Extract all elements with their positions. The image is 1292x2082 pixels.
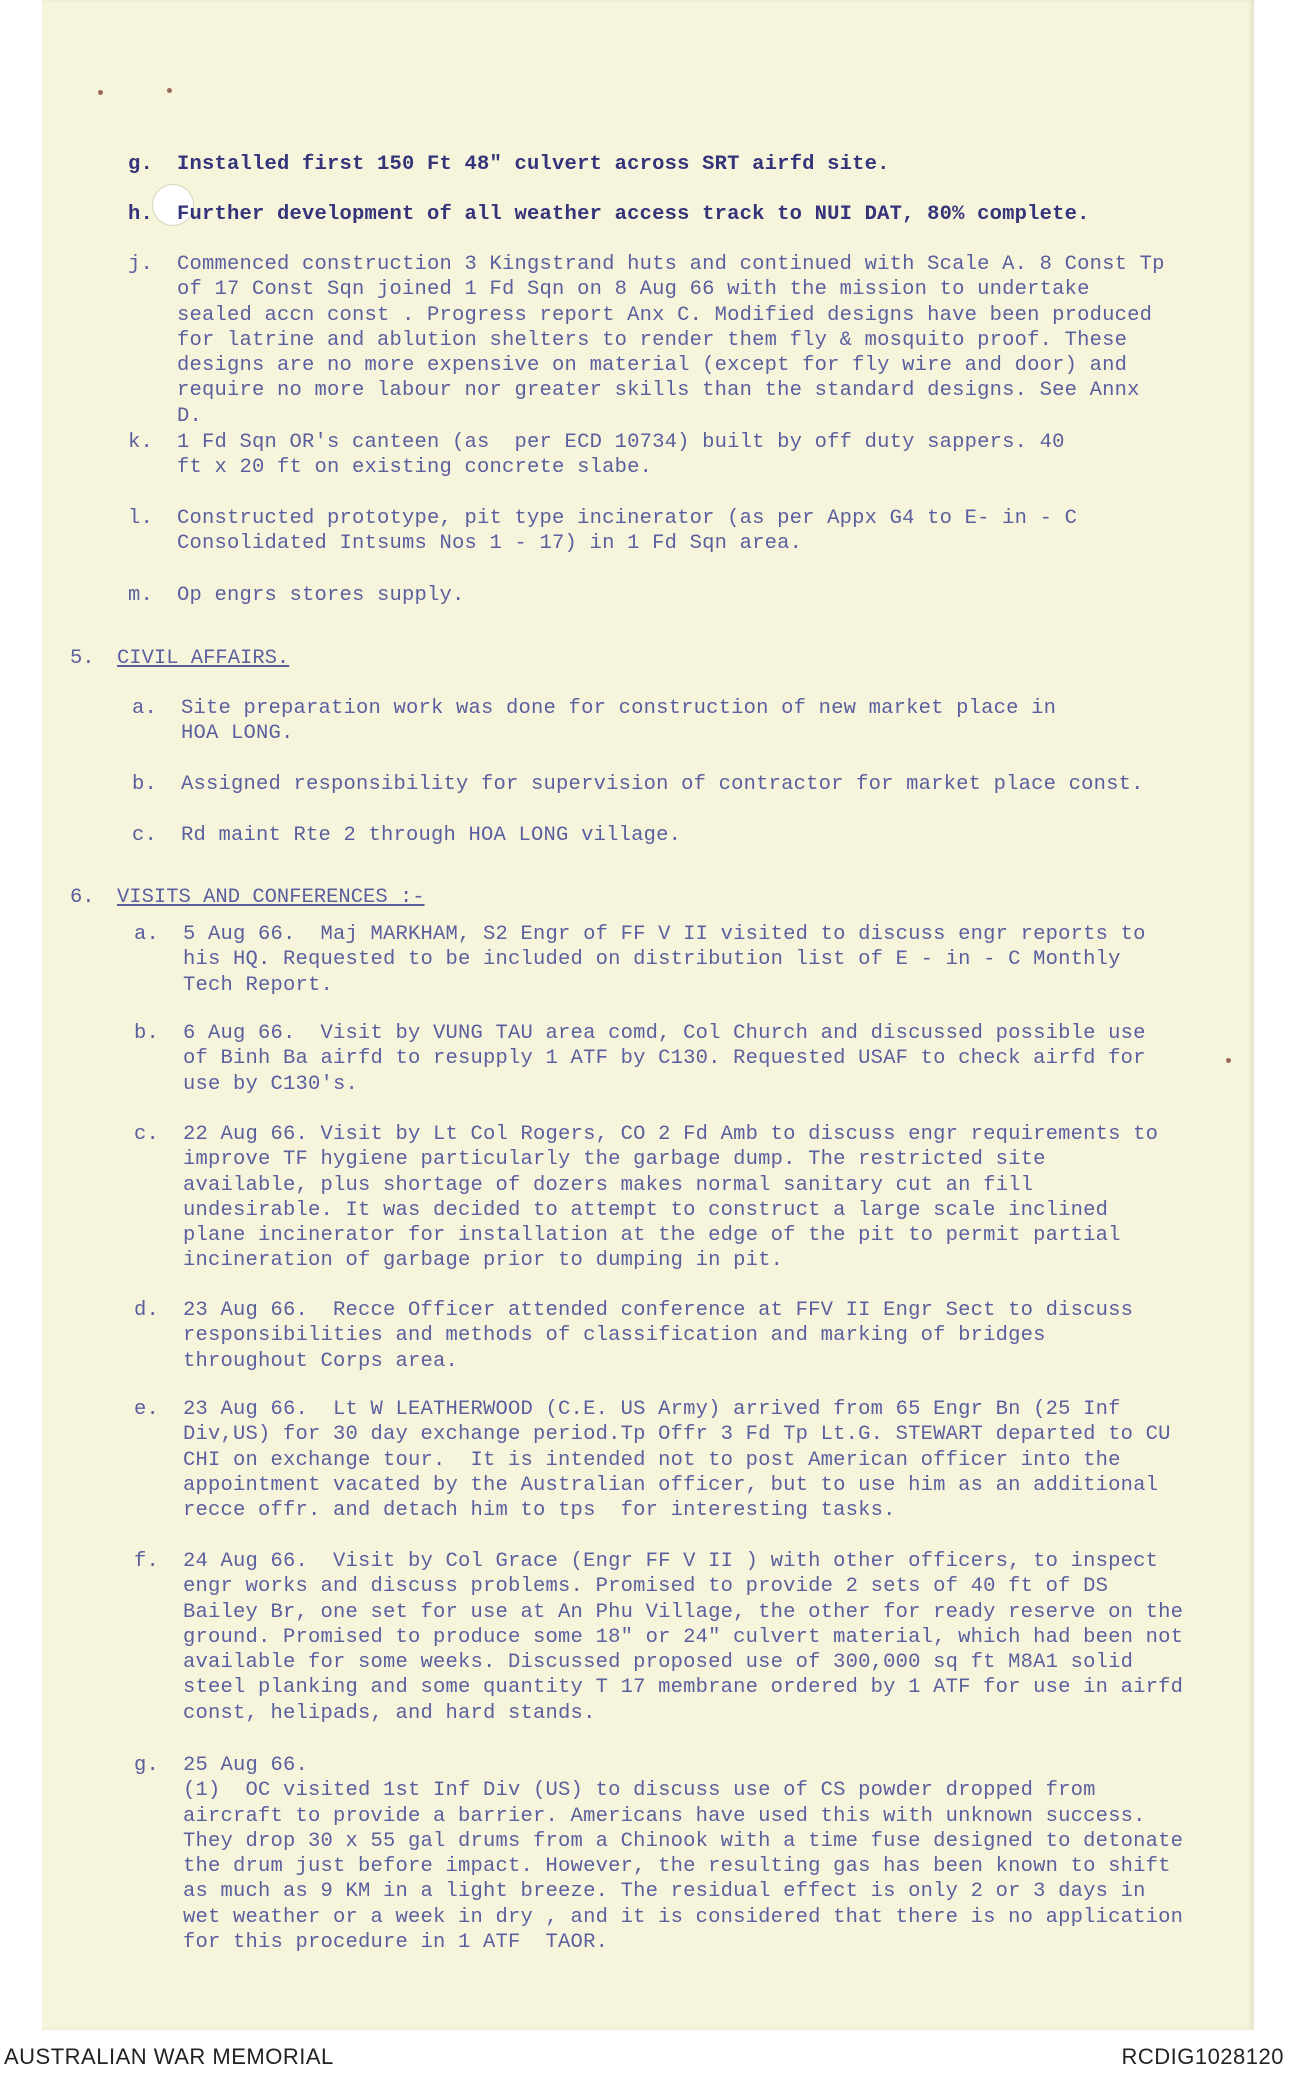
item-6c <box>134 1122 1183 1274</box>
item-label: l. <box>128 507 154 530</box>
item-text: Op engrs stores supply. <box>177 584 465 607</box>
item-h <box>128 202 1207 227</box>
item-j <box>128 252 1178 429</box>
item-label: e. <box>134 1398 160 1421</box>
item-text: Installed first 150 Ft 48" culvert across SRT airfd site. <box>177 153 890 176</box>
item-text: 6 Aug 66. Visit by VUNG TAU area comd, Col Church and discussed possible use of Binh Ba airfd to resupply 1 ATF by C130. Requested USAF to check airfd for use by C130's. <box>183 1022 1159 1096</box>
item-text: 23 Aug 66. Recce Officer attended conference at FFV II Engr Sect to discuss responsibilities and methods of classification and marking of bridges throughout Corps area. <box>183 1299 1146 1373</box>
paper-speck <box>1226 1058 1231 1063</box>
item-label: g. <box>134 1754 160 1777</box>
paper-speck <box>167 88 172 93</box>
paper-speck <box>98 90 103 95</box>
item-text: Commenced construction 3 Kingstrand huts and continued with Scale A. 8 Const Tp of 17 Const Sqn joined 1 Fd Sqn on 8 Aug 66 with the mission to undertake sealed accn const . Progress report Anx C. Modified designs have been produced for latrine and ablution shelters to render them fly & mosquito proof. These designs are no more expensive on material (except for fly wire and door) and require no more labour nor greater skills than the standard designs. See Annx D. <box>177 253 1178 428</box>
item-l <box>128 506 1117 557</box>
section-number: 5. <box>70 647 95 670</box>
item-text: 25 Aug 66. (1) OC visited 1st Inf Div (US) to discuss use of CS powder dropped from aircraft to provide a barrier. Americans have used this with unknown success. They drop 30 x 55 gal drums from a Chinook with a time fuse designed to detonate the drum just before impact. However, the resulting gas has been known to shift as much as 9 KM in a light breeze. The residual effect is only 2 or 3 days in wet weather or a week in dry , and it is considered that there is no application for this procedure in 1 ATF TAOR. <box>183 1754 1184 1955</box>
item-label: m. <box>128 584 154 607</box>
item-label: d. <box>134 1299 160 1322</box>
item-text: Assigned responsibility for supervision of contractor for market place const. <box>181 773 1144 796</box>
item-label: j. <box>128 253 154 276</box>
section-title: CIVIL AFFAIRS. <box>117 647 290 670</box>
item-5c <box>132 823 1181 848</box>
item-k <box>128 430 1078 481</box>
item-text: Site preparation work was done for construction of new market place in HOA LONG. <box>181 697 1069 746</box>
item-6a <box>134 922 1183 998</box>
item-text: Constructed prototype, pit type incinerator (as per Appx G4 to E- in - C Consolidated Intsums Nos 1 - 17) in 1 Fd Sqn area. <box>177 507 1090 556</box>
item-label: c. <box>132 824 158 847</box>
item-label: c. <box>134 1123 160 1146</box>
item-label: b. <box>132 773 158 796</box>
item-6b <box>134 1021 1173 1097</box>
item-6g <box>134 1753 1193 1955</box>
item-label: h. <box>128 203 154 226</box>
item-text: 22 Aug 66. Visit by Lt Col Rogers, CO 2 Fd Amb to discuss engr requirements to improve TF hygiene particularly the garbage dump. The restricted site available, plus shortage of dozers makes normal sanitary cut an fill undesirable. It was decided to attempt to construct a large scale inclined plane incinerator for installation at the edge of the pit to permit partial incineration of garbage prior to dumping in pit. <box>183 1123 1171 1273</box>
item-text: 1 Fd Sqn OR's canteen (as per ECD 10734) built by off duty sappers. 40 ft x 20 ft on existing concrete slabe. <box>177 431 1078 480</box>
item-text: 23 Aug 66. Lt W LEATHERWOOD (C.E. US Army) arrived from 65 Engr Bn (25 Inf Div,US) for 30 day exchange period.Tp Offr 3 Fd Tp Lt.G. STEWART departed to CU CHI on exchange tour. It is intended not to post American officer into the appointment vacated by the Australian officer, but to use him as an additional recce offr. and detach him to tps for interesting tasks. <box>183 1398 1184 1523</box>
item-5a <box>132 696 1101 747</box>
item-m <box>128 583 1177 608</box>
item-label: a. <box>132 697 158 720</box>
item-5b <box>132 772 1221 797</box>
section-title: VISITS AND CONFERENCES :- <box>117 886 425 909</box>
item-label: a. <box>134 923 160 946</box>
item-label: g. <box>128 153 154 176</box>
footer-id: RCDIG1028120 <box>1121 2044 1284 2069</box>
item-g <box>128 152 1207 177</box>
item-text: Rd maint Rte 2 through HOA LONG village. <box>181 824 682 847</box>
item-label: b. <box>134 1022 160 1045</box>
item-6f <box>134 1549 1196 1726</box>
item-6d <box>134 1298 1173 1374</box>
item-6e <box>134 1397 1208 1523</box>
item-label: f. <box>134 1550 160 1573</box>
item-label: k. <box>128 431 154 454</box>
item-text: 24 Aug 66. Visit by Col Grace (Engr FF V II ) with other officers, to inspect engr works and discuss problems. Promised to provide 2 sets of 40 ft of DS Bailey Br, one set for use at An Phu Village, the other for ready reserve on the ground. Promised to produce some 18" or 24" culvert material, which had been not available for some weeks. Discussed proposed use of 300,000 sq ft M8A1 solid steel planking and some quantity T 17 membrane ordered by 1 ATF for use in airfd const, helipads, and hard stands. <box>183 1550 1196 1725</box>
item-text: 5 Aug 66. Maj MARKHAM, S2 Engr of FF V II visited to discuss engr reports to his HQ. Requested to be included on distribution list of E - in - C Monthly Tech Report. <box>183 923 1159 997</box>
section-number: 6. <box>70 886 95 909</box>
item-text: Further development of all weather access track to NUI DAT, 80% complete. <box>177 203 1090 226</box>
footer-source: AUSTRALIAN WAR MEMORIAL <box>4 2044 334 2069</box>
